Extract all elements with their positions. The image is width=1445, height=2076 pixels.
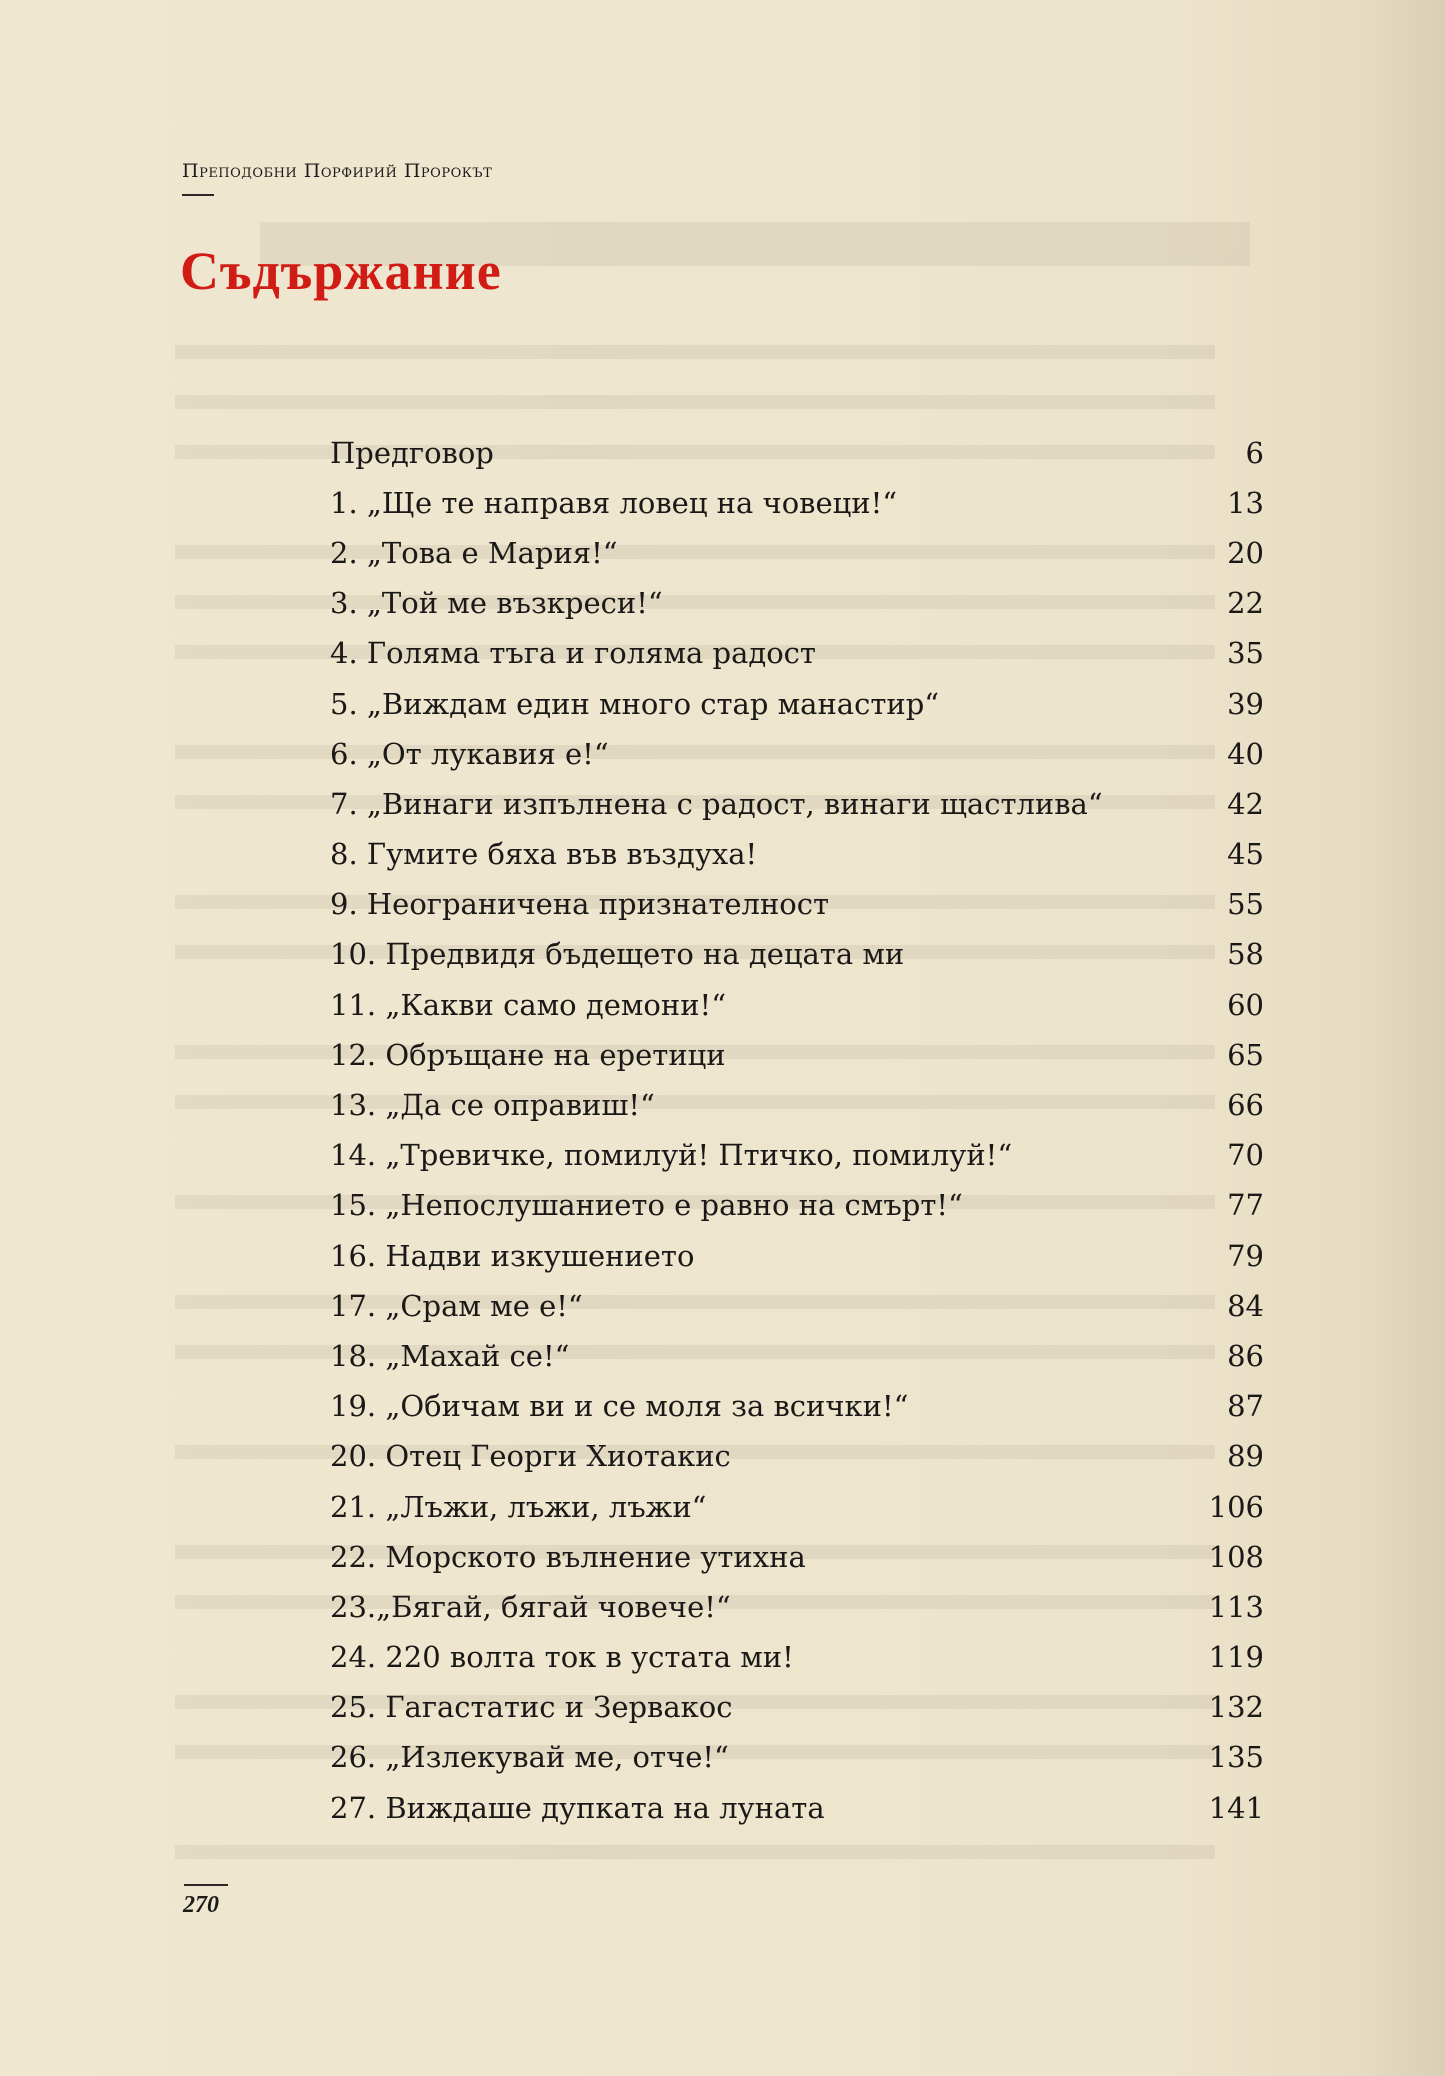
toc-entry-title: 24. 220 волта ток в устата ми! — [330, 1640, 794, 1675]
toc-entry-page: 86 — [1227, 1338, 1264, 1373]
toc-entry-page: 35 — [1227, 636, 1264, 671]
toc-entry — [330, 528, 1264, 578]
toc-entry-title: 3. „Той ме възкреси!“ — [330, 586, 663, 621]
toc-entry-title: 12. Обръщане на еретици — [330, 1037, 726, 1072]
toc-entry — [330, 1683, 1264, 1733]
toc-entry-page: 79 — [1227, 1238, 1264, 1273]
toc-entry-title: 7. „Винаги изпълнена с радост, винаги щастлива“ — [330, 786, 1103, 821]
toc-entry-title: 17. „Срам ме е!“ — [330, 1288, 583, 1323]
toc-entry-page: 66 — [1227, 1088, 1264, 1123]
toc-entry-title: 4. Голяма тъга и голяма радост — [330, 636, 816, 671]
toc-entry — [330, 980, 1264, 1030]
toc-entry-page: 119 — [1208, 1640, 1264, 1675]
toc-entry — [330, 1080, 1264, 1130]
toc-entry-page: 60 — [1227, 987, 1264, 1022]
toc-entry-title: 23.„Бягай, бягай човече!“ — [330, 1589, 731, 1624]
toc-entry — [330, 629, 1264, 679]
toc-entry-title: 6. „От лукавия е!“ — [330, 736, 609, 771]
toc-entry-page: 89 — [1227, 1439, 1264, 1474]
toc-entry — [330, 1231, 1264, 1281]
toc-entry-title: 21. „Лъжи, лъжи, лъжи“ — [330, 1489, 707, 1524]
page-number: 270 — [183, 1892, 219, 1918]
toc-entry-page: 40 — [1227, 736, 1264, 771]
toc-entry — [330, 830, 1264, 880]
toc-entry — [330, 1281, 1264, 1331]
toc-entry — [330, 930, 1264, 980]
toc-entry-title: 1. „Ще те направя ловец на човеци!“ — [330, 485, 898, 520]
toc-entry-title: 8. Гумите бяха във въздуха! — [330, 837, 758, 872]
toc-entry-title: 22. Морското вълнение утихна — [330, 1539, 806, 1574]
toc-entry — [330, 1382, 1264, 1432]
toc-entry — [330, 1783, 1264, 1833]
toc-entry — [330, 1432, 1264, 1482]
toc-entry — [330, 1633, 1264, 1683]
toc-entry-page: 113 — [1208, 1589, 1264, 1624]
toc-entry — [330, 1582, 1264, 1632]
toc-entry-page: 39 — [1227, 686, 1264, 721]
toc-entry — [330, 1532, 1264, 1582]
toc-entry — [330, 1733, 1264, 1783]
toc-entry-page: 87 — [1227, 1389, 1264, 1424]
running-head-rule — [182, 194, 214, 196]
toc-entry-title: 20. Отец Георги Хиотакис — [330, 1439, 731, 1474]
toc-entry — [330, 428, 1264, 478]
toc-entry-page: 84 — [1227, 1288, 1264, 1323]
toc-entry — [330, 579, 1264, 629]
toc-entry-page: 6 — [1245, 435, 1264, 470]
toc-entry-title: 13. „Да се оправиш!“ — [330, 1088, 655, 1123]
toc-entry-page: 55 — [1227, 887, 1264, 922]
page-title: Съдържание — [180, 241, 502, 301]
toc-entry-title: 15. „Непослушанието е равно на смърт!“ — [330, 1188, 963, 1223]
toc-entry — [330, 779, 1264, 829]
toc-entry-title: 18. „Махай се!“ — [330, 1338, 570, 1373]
toc-entry-title: 9. Неограничена признателност — [330, 887, 830, 922]
toc-entry-title: 2. „Това е Мария!“ — [330, 535, 618, 570]
toc-entry-title: 19. „Обичам ви и се моля за всички!“ — [330, 1389, 909, 1424]
toc-entry — [330, 478, 1264, 528]
toc-entry — [330, 1131, 1264, 1181]
toc-entry-page: 65 — [1227, 1037, 1264, 1072]
running-head: Преподобни Порфирий Пророкът — [182, 160, 493, 182]
toc-entry — [330, 1482, 1264, 1532]
toc-entry — [330, 1181, 1264, 1231]
toc-entry-title: 5. „Виждам един много стар манастир“ — [330, 686, 940, 721]
toc-entry-page: 77 — [1227, 1188, 1264, 1223]
toc-entry — [330, 679, 1264, 729]
toc-entry-title: 10. Предвидя бъдещето на децата ми — [330, 937, 905, 972]
toc-entry-page: 45 — [1227, 837, 1264, 872]
toc-entry-page: 58 — [1227, 937, 1264, 972]
toc-entry — [330, 1331, 1264, 1381]
toc-entry-page: 13 — [1227, 485, 1264, 520]
toc-entry-page: 132 — [1208, 1690, 1264, 1725]
toc-entry-page: 135 — [1208, 1740, 1264, 1775]
page-number-rule — [184, 1884, 228, 1886]
toc-entry — [330, 880, 1264, 930]
toc-entry-page: 106 — [1208, 1489, 1264, 1524]
toc-entry-page: 141 — [1208, 1790, 1264, 1825]
toc-entry-title: 26. „Излекувай ме, отче!“ — [330, 1740, 729, 1775]
toc-entry-page: 20 — [1227, 535, 1264, 570]
toc-entry-title: 11. „Какви само демони!“ — [330, 987, 727, 1022]
toc-entry-title: 27. Виждаше дупката на луната — [330, 1790, 825, 1825]
toc-entry-title: 14. „Тревичке, помилуй! Птичко, помилуй!“ — [330, 1138, 1013, 1173]
toc-entry-title: 25. Гагастатис и Зервакос — [330, 1690, 733, 1725]
toc-entry-title: Предговор — [330, 435, 494, 470]
toc-entry-page: 42 — [1227, 786, 1264, 821]
toc-entry-page: 22 — [1227, 586, 1264, 621]
toc-entry — [330, 1030, 1264, 1080]
table-of-contents — [330, 428, 1264, 1833]
toc-entry-page: 70 — [1227, 1138, 1264, 1173]
toc-entry-title: 16. Надви изкушението — [330, 1238, 695, 1273]
toc-entry — [330, 729, 1264, 779]
toc-entry-page: 108 — [1208, 1539, 1264, 1574]
